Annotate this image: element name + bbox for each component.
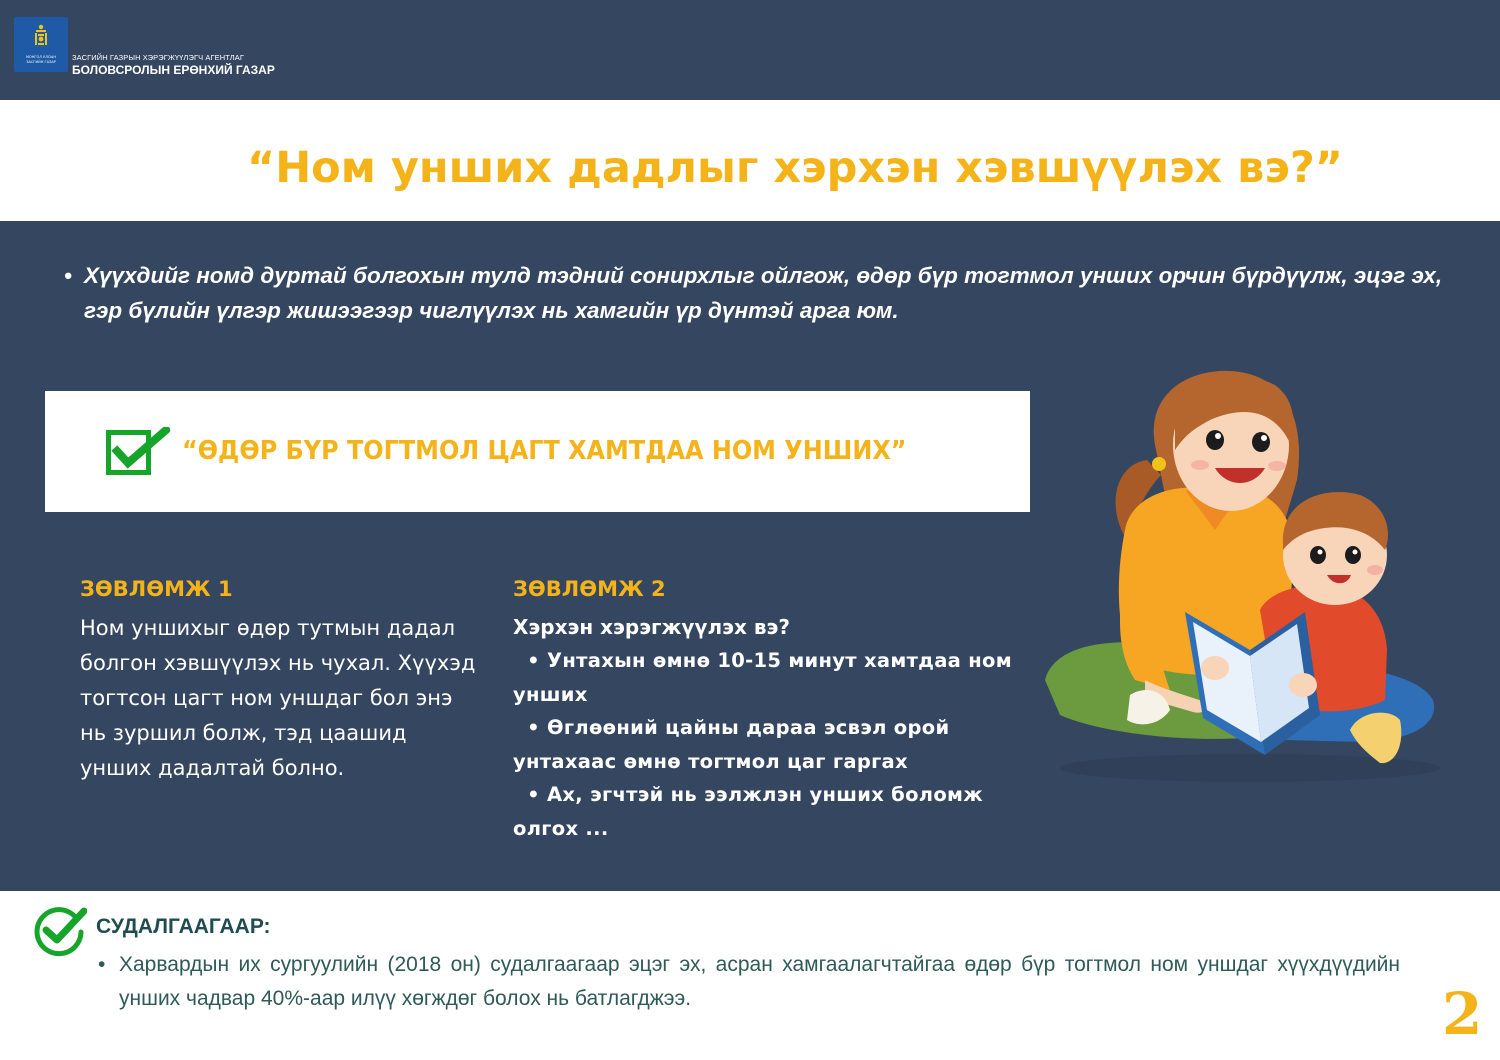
advice-2 (513, 577, 1033, 845)
research-title: СУДАЛГААГААР: (96, 915, 271, 938)
emblem-caption: МОНГОЛ УЛСЫН ЗАСГИЙН ГАЗАР (26, 55, 56, 64)
advice-2-item: • Унтахын өмнө 10-15 минут хамтдаа ном унших (513, 649, 1012, 706)
agency-logo-text (72, 53, 275, 77)
bullet: • (98, 953, 106, 976)
intro-paragraph (64, 258, 1444, 328)
tip-text: “ӨДӨР БҮР ТОГТМОЛ ЦАГТ ХАМТДАА НОМ УНШИХ” (182, 436, 907, 466)
advice-1 (80, 577, 480, 786)
checkbox-check-icon (106, 427, 170, 477)
soyombo-icon (33, 24, 49, 48)
circle-check-icon (33, 905, 87, 957)
intro-text: Хүүхдийг номд дуртай болгохын тулд тэдний сонирхлыг ойлгож, өдөр бүр тогтмол унших орчин бүрдүүлж, эцэг эх, гэр бүлийн үлгэр жишээгээр чиглүүлэх нь хамгийн үр дүнтэй арга юм. (84, 263, 1443, 323)
advice-1-body: Ном уншихыг өдөр тутмын дадал болгон хэвшүүлэх нь чухал. Хүүхэд тогтсон цагт ном уншдаг бол энэ нь зуршил болж, тэд цаашид унших дадалтай болно. (80, 616, 476, 780)
advice-2-item: • Ах, эгчтэй нь ээлжлэн унших боломж олгох ... (513, 783, 984, 840)
advice-2-heading: ЗӨВЛӨМЖ 2 (513, 577, 666, 601)
page-number: 2 (1442, 980, 1483, 1048)
advice-2-item-text: Унтахын өмнө 10-15 минут хамтдаа ном унших (513, 649, 1012, 706)
agency-subtitle: ЗАСГИЙН ГАЗРЫН ХЭРЭГЖҮҮЛЭГЧ АГЕНТЛАГ (72, 53, 245, 62)
research-text: Харвардын их сургуулийн (2018 он) судалгаагаар эцэг эх, асран хамгаалагчтайгаа өдөр бүр тогтмол ном уншдаг хүүхдүүдийн унших чадвар 40%-аар илүү хөгждөг болох нь батлагджээ. (119, 953, 1400, 1010)
mother-child-reading-illustration (1035, 350, 1455, 790)
advice-1-heading: ЗӨВЛӨМЖ 1 (80, 577, 233, 601)
advice-2-item-text: Өглөөний цайны дараа эсвэл орой унтахаас өмнө тогтмол цаг гаргах (513, 716, 950, 773)
state-emblem-icon (14, 17, 68, 72)
bullet: • (64, 263, 72, 288)
research-paragraph (98, 948, 1400, 1016)
advice-2-item-text: Ах, эгчтэй нь ээлжлэн унших боломж олгох ... (513, 783, 984, 840)
page-title: “Ном унших дадлыг хэрхэн хэвшүүлэх вэ?” (246, 143, 1344, 193)
agency-name: БОЛОВСРОЛЫН ЕРӨНХИЙ ГАЗАР (72, 63, 275, 77)
header-bar (0, 0, 1500, 100)
tip-box (45, 391, 1030, 512)
advice-2-item: • Өглөөний цайны дараа эсвэл орой унтахаас өмнө тогтмол цаг гаргах (513, 716, 950, 773)
advice-2-question: Хэрхэн хэрэгжүүлэх вэ? (513, 615, 790, 639)
